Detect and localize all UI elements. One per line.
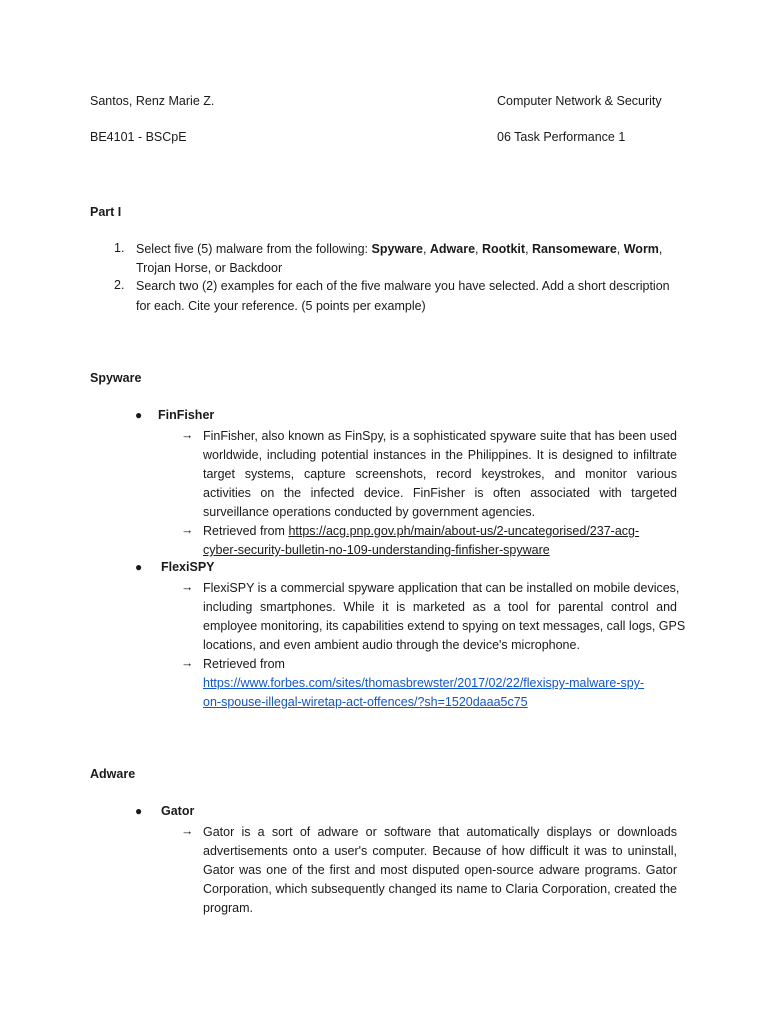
arrow-icon: → (181, 824, 194, 838)
list-number: 1. (114, 241, 125, 255)
instruction-2: Search two (2) examples for each of the five malware you have selected. Add a short description (136, 279, 670, 293)
finfisher-desc-line: target systems, capture screenshots, record keystrokes, and monitor various (203, 467, 677, 481)
part-heading: Part I (90, 205, 122, 219)
retrieved-label: Retrieved from (203, 524, 289, 538)
separator: , (475, 242, 482, 256)
example-flexispy: FlexiSPY (161, 560, 215, 574)
student-section: BE4101 - BSCpE (90, 130, 187, 144)
list-number: 2. (114, 278, 125, 292)
separator: , (525, 242, 533, 256)
flexispy-desc-line: including smartphones. While it is marketed as a tool for parental control and (203, 600, 677, 614)
section-heading-spyware: Spyware (90, 371, 142, 385)
arrow-icon: → (181, 523, 194, 537)
gator-desc-line: advertisements onto a user's computer. Because of how difficult it was to uninstall, (203, 844, 677, 858)
finfisher-desc-line: FinFisher, also known as FinSpy, is a sophisticated spyware suite that has been used (203, 429, 677, 443)
arrow-icon: → (181, 428, 194, 442)
bullet-icon: ● (135, 804, 143, 818)
finfisher-desc-line: surveillance operations conducted by government agencies. (203, 505, 536, 519)
option-worm: Worm (623, 242, 659, 256)
flexispy-link-line (203, 674, 644, 692)
section-heading-adware: Adware (90, 767, 136, 781)
finfisher-desc-line: worldwide, including potential instances in the Philippines. It is designed to infiltrate (203, 448, 677, 462)
option-adware: Adware (429, 242, 476, 256)
separator: , (616, 242, 624, 256)
finfisher-link-cont (203, 541, 550, 559)
instruction-1: Select five (5) malware from the following: Spyware, Adware, Rootkit, Ransomeware, Worm, (136, 242, 663, 256)
instruction-2-cont: for each. Cite your reference. (5 points per example) (136, 299, 426, 313)
flexispy-link-line (203, 693, 528, 711)
flexispy-link[interactable]: https://www.forbes.com/sites/thomasbrewster/2017/02/22/flexispy-malware-spy- (203, 676, 645, 690)
gator-desc-line: Corporation, which subsequently changed its name to Claria Corporation, created the (203, 882, 677, 896)
bullet-icon: ● (135, 408, 143, 422)
flexispy-desc-line: FlexiSPY is a commercial spyware application that can be installed on mobile devices, (203, 581, 680, 595)
flexispy-link[interactable]: on-spouse-illegal-wiretap-act-offences/?sh=1520daaa5c75 (203, 695, 528, 709)
option-ransomware: Ransomeware (532, 242, 617, 256)
instruction-1-cont: Trojan Horse, or Backdoor (136, 261, 283, 275)
finfisher-desc-line: activities on the infected device. FinFisher is often associated with targeted (203, 486, 677, 500)
option-rootkit: Rootkit (482, 242, 526, 256)
finfisher-link[interactable]: cyber-security-bulletin-no-109-understanding-finfisher-spyware (203, 543, 550, 557)
student-name: Santos, Renz Marie Z. (90, 94, 215, 108)
finfisher-reference (203, 522, 639, 540)
example-finfisher: FinFisher (158, 408, 215, 422)
flexispy-desc-line: employee monitoring, its capabilities extend to spying on text messages, call logs, GPS (203, 619, 686, 633)
option-spyware: Spyware (371, 242, 423, 256)
gator-desc-line: Gator was one of the first and most disputed open-source adware programs. Gator (203, 863, 677, 877)
course-title: Computer Network & Security (497, 94, 662, 108)
arrow-icon: → (181, 580, 194, 594)
gator-desc-line: Gator is a sort of adware or software that automatically displays or downloads (203, 825, 677, 839)
finfisher-link[interactable]: https://acg.pnp.gov.ph/main/about-us/2-uncategorised/237-acg- (288, 524, 640, 538)
instruction-1-text: Select five (5) malware from the following: (136, 242, 372, 256)
example-gator: Gator (161, 804, 195, 818)
task-title: 06 Task Performance 1 (497, 130, 626, 144)
gator-desc-line: program. (203, 901, 254, 915)
flexispy-retrieved: Retrieved from (203, 657, 285, 671)
flexispy-desc-line: locations, and even ambient audio through the device's microphone. (203, 638, 580, 652)
bullet-icon: ● (135, 560, 143, 574)
arrow-icon: → (181, 656, 194, 670)
separator: , (422, 242, 430, 256)
